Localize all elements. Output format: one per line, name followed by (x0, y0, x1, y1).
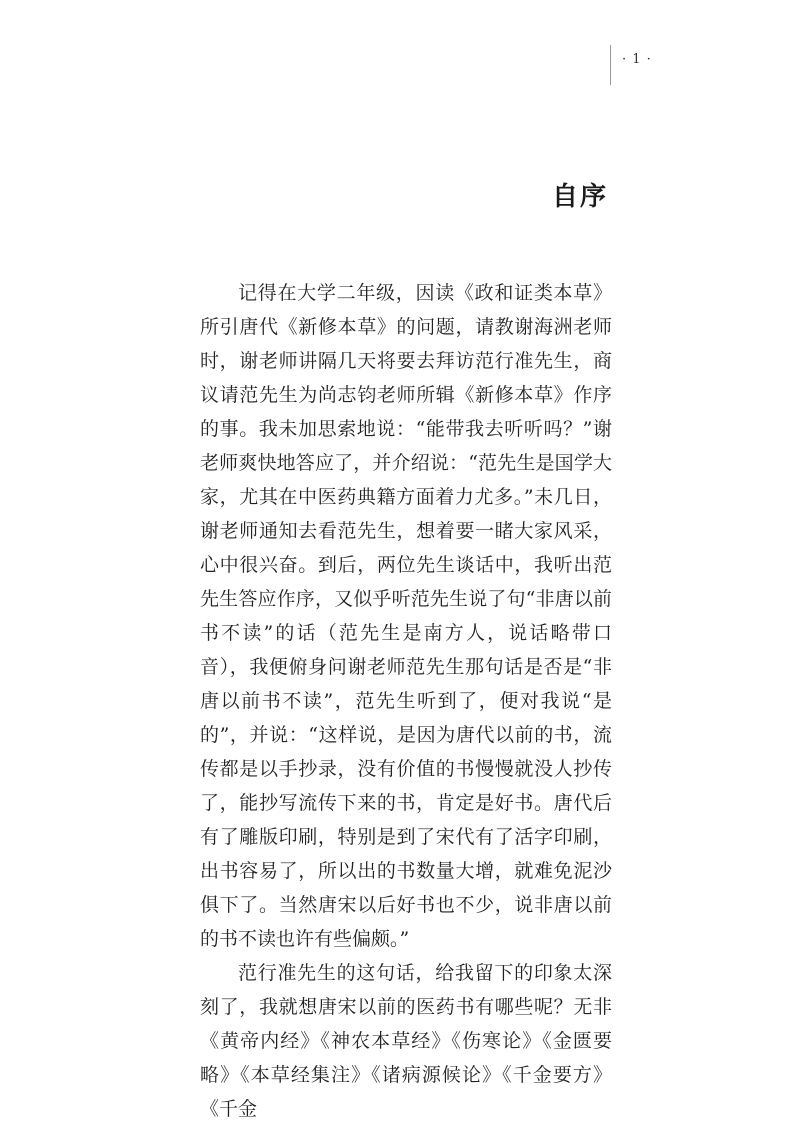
header-divider (610, 45, 611, 85)
page-title: 自序 (551, 182, 608, 212)
paragraph: 范行准先生的这句话，给我留下的印象太深刻了，我就想唐宋以前的医药书有哪些呢？无非《黄帝内经》《神农本草经》《伤寒论》《金匮要略》《本草经集注》《诸病源候论》《千金要方》《千金 (200, 962, 612, 1120)
body-text (200, 276, 612, 1126)
page-number: · 1 · (622, 52, 652, 67)
paragraph: 记得在大学二年级，因读《政和证类本草》所引唐代《新修本草》的问题，请教谢海洲老师时，谢老师讲隔几天将要去拜访范行准先生，商议请范先生为尚志钧老师所辑《新修本草》作序的事。我未加思索地说：“能带我去听听吗？”谢老师爽快地答应了，并介绍说：“范先生是国学大家，尤其在中医药典籍方面着力尤多。”未几日，谢老师通知去看范先生，想着要一睹大家风采，心中很兴奋。到后，两位先生谈话中，我听出范先生答应作序，又似乎听范先生说了句“非唐以前书不读”的话（范先生是南方人，说话略带口音），我便俯身问谢老师范先生那句话是否是“非唐以前书不读”，范先生听到了，便对我说“是的”，并说：“这样说，是因为唐代以前的书，流传都是以手抄录，没有价值的书慢慢就没人抄传了，能抄写流传下来的书，肯定是好书。唐代后有了雕版印刷，特别是到了宋代有了活字印刷，出书容易了，所以出的书数量大增，就难免泥沙俱下了。当然唐宋以后好书也不少，说非唐以前的书不读也许有些偏颇。” (200, 282, 612, 950)
